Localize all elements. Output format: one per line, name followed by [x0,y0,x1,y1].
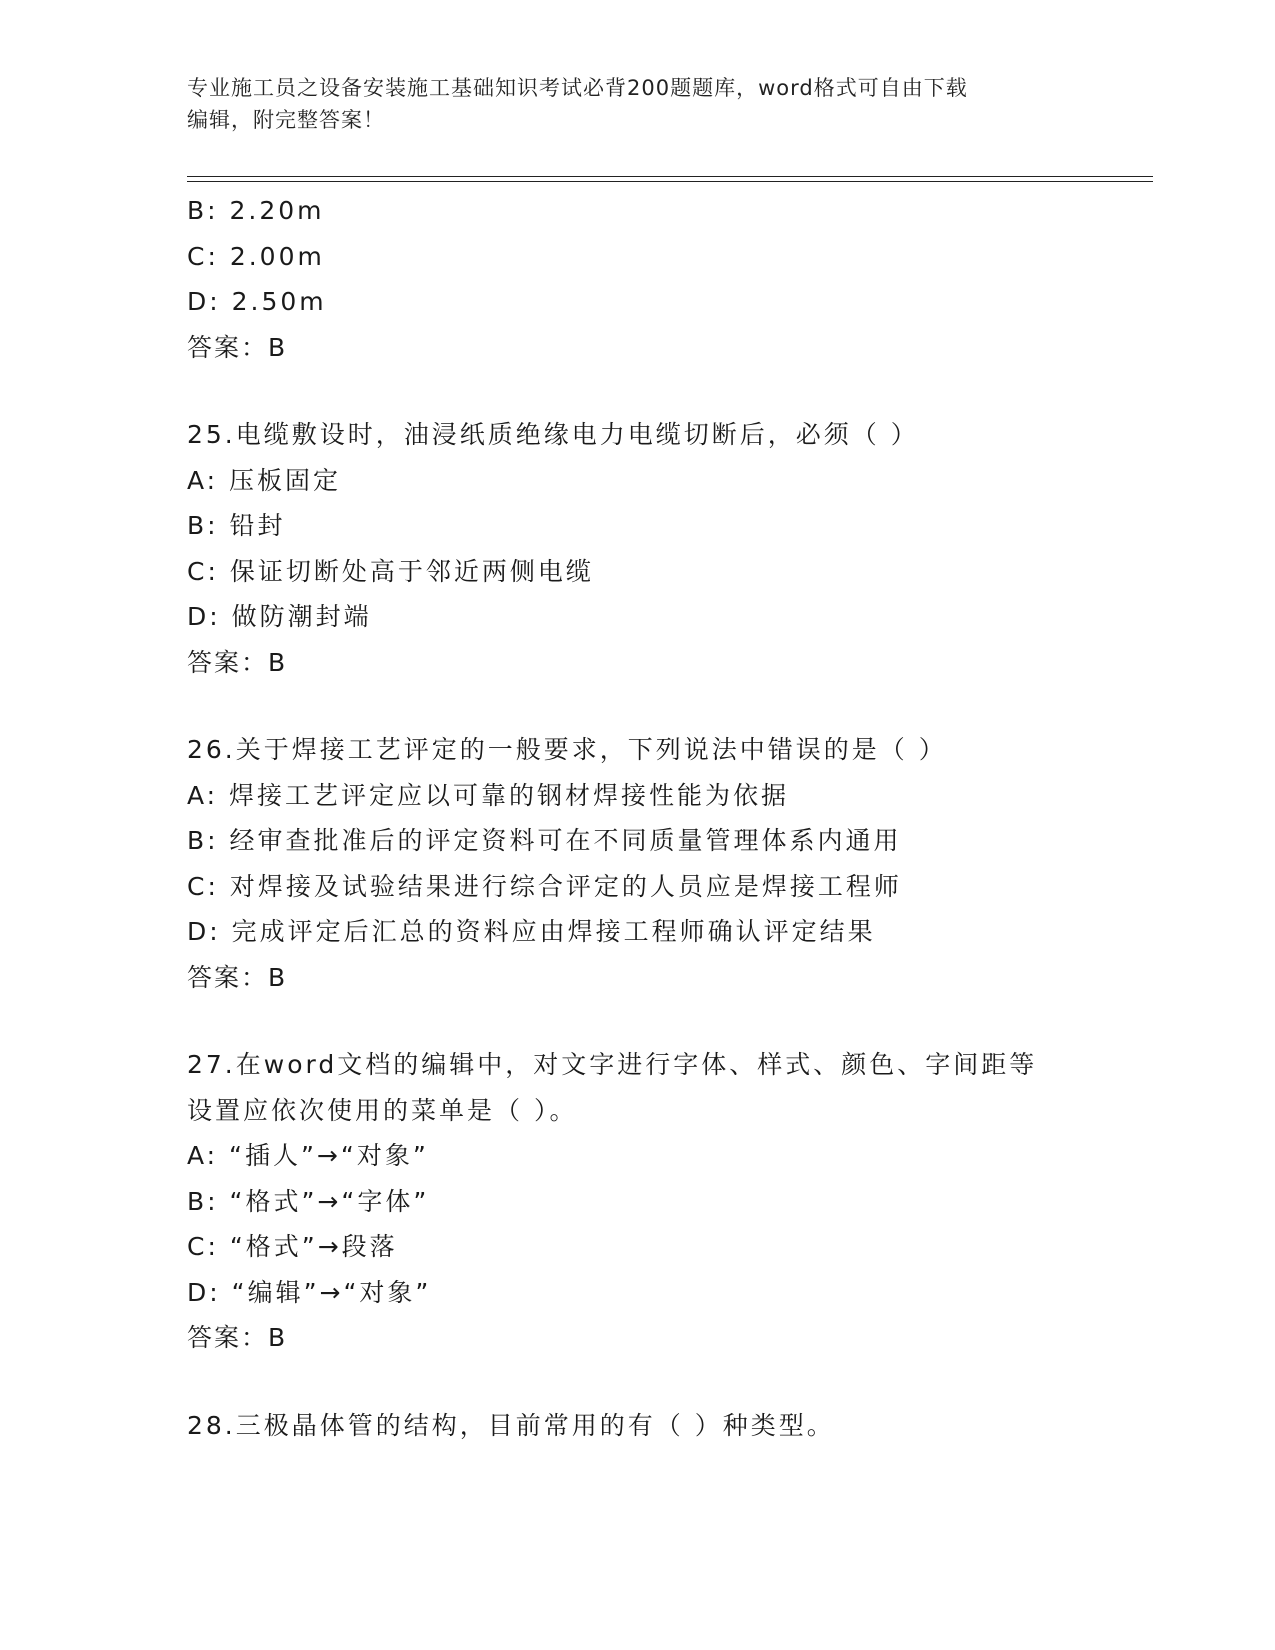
spacer [187,1361,1147,1403]
question-27 [187,1042,1147,1361]
question-stem-line-1: 27.在word文档的编辑中，对文字进行字体、样式、颜色、字间距等 [187,1050,1038,1079]
question-stem: 28.三极晶体管的结构，目前常用的有（ ）种类型。 [187,1410,835,1440]
question-stem-line-2: 设置应依次使用的菜单是（ ）。 [187,1095,578,1125]
question-stem: 26.关于焊接工艺评定的一般要求，下列说法中错误的是（ ） [187,735,947,764]
option-d: D: “编辑”→“对象” [187,1277,432,1307]
answer-line: 答案：B [187,647,288,677]
option-d: D: 做防潮封端 [187,602,372,631]
option-c: C: 对焊接及试验结果进行综合评定的人员应是焊接工程师 [187,871,902,901]
option-b: B: 2.20m [187,196,325,225]
option-c: C: 保证切断处高于邻近两侧电缆 [187,556,594,586]
spacer [187,685,1147,727]
option-a: A: “插人”→“对象” [187,1141,429,1170]
option-a: A: 焊接工艺评定应以可靠的钢材焊接性能为依据 [187,780,790,810]
answer-line: 答案：B [187,1323,288,1352]
header-title-line-1: 专业施工员之设备安装施工基础知识考试必背200题题库，word格式可自由下载 [187,76,968,100]
question-list [187,188,1147,1448]
option-c: C: “格式”→段落 [187,1232,398,1261]
header-rule-bottom [187,181,1153,182]
option-b: B: 铅封 [187,511,286,540]
document-header [187,72,1067,136]
header-title-line-2: 编辑，附完整答案！ [187,108,385,132]
option-b: B: “格式”→“字体” [187,1186,430,1216]
header-rule-top [187,176,1153,177]
spacer [187,1000,1147,1042]
question-28 [187,1403,1147,1449]
question-stem: 25.电缆敷设时，油浸纸质绝缘电力电缆切断后，必须（ ） [187,420,919,449]
spacer [187,370,1147,412]
option-d: D: 2.50m [187,287,327,316]
question-25 [187,412,1147,685]
option-c: C: 2.00m [187,241,325,271]
answer-line: 答案：B [187,332,288,362]
answer-line: 答案：B [187,962,288,992]
option-d: D: 完成评定后汇总的资料应由焊接工程师确认评定结果 [187,917,876,946]
option-b: B: 经审查批准后的评定资料可在不同质量管理体系内通用 [187,826,902,855]
question-24-tail [187,188,1147,370]
option-a: A: 压板固定 [187,465,342,495]
question-26 [187,727,1147,1000]
